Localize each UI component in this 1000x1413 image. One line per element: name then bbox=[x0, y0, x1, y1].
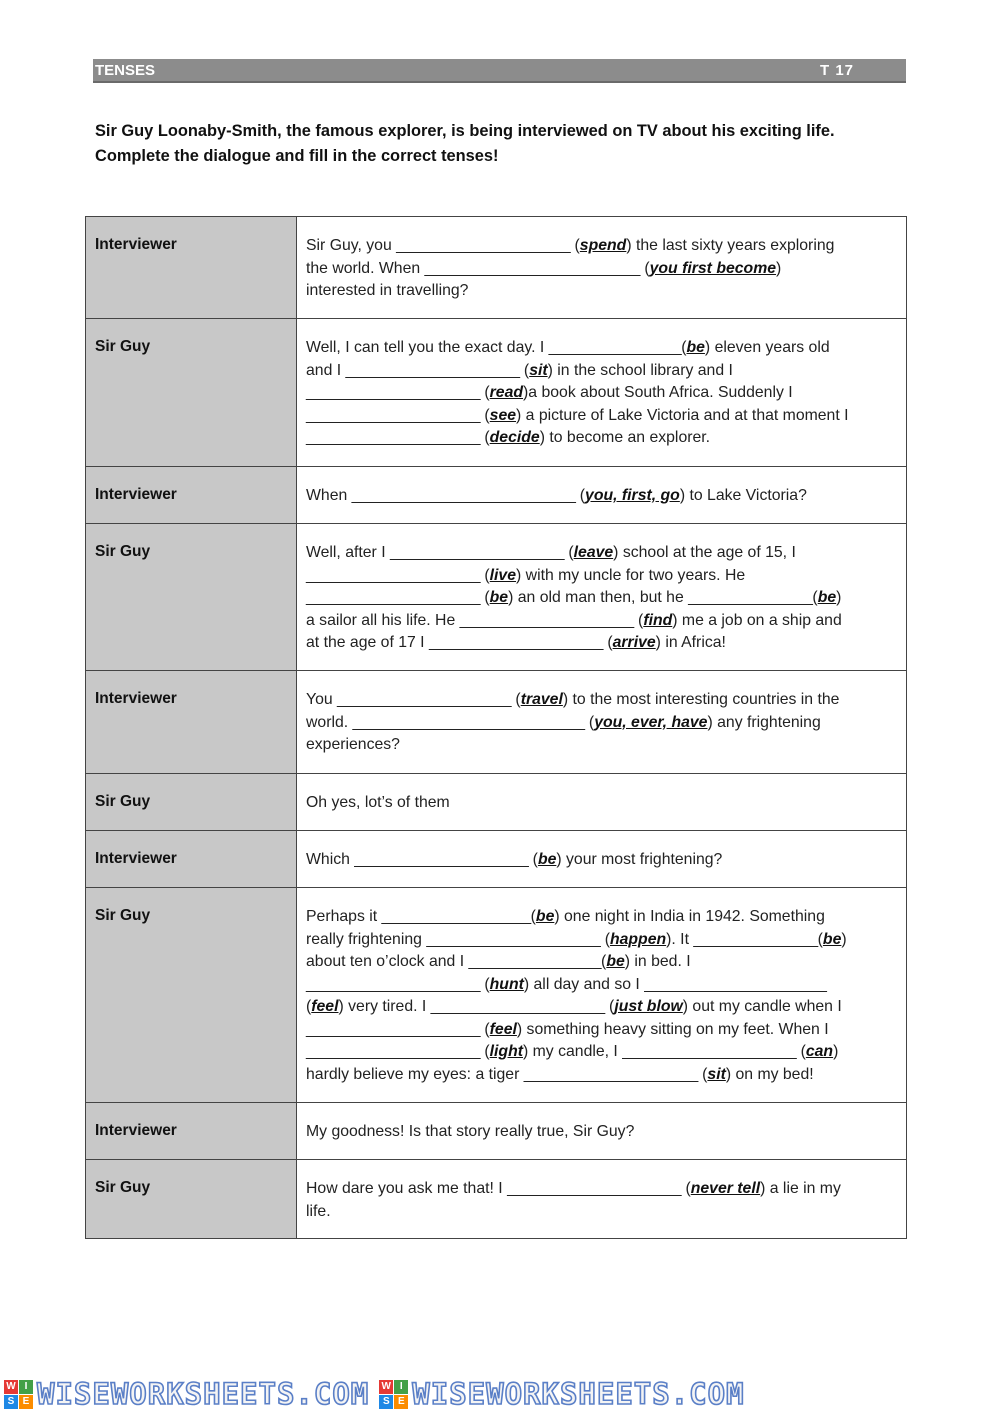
answer-blank[interactable]: _____________________ bbox=[345, 361, 520, 379]
dialogue-row bbox=[86, 774, 907, 831]
dialogue-text: ) any frightening bbox=[707, 713, 821, 731]
dialogue-text-cell bbox=[297, 319, 907, 467]
dialogue-text-cell bbox=[297, 831, 907, 888]
verb-hint: decide bbox=[489, 429, 540, 446]
speaker-cell: Sir Guy bbox=[86, 888, 297, 1103]
dialogue-text: ) a picture of Lake Victoria and at that moment I bbox=[516, 406, 849, 424]
answer-blank[interactable]: ___________________________ bbox=[351, 487, 576, 504]
dialogue-text: ( bbox=[812, 589, 818, 606]
dialogue-text: a sailor all his life. He bbox=[306, 611, 460, 629]
dialogue-text: ( bbox=[697, 1065, 708, 1083]
dialogue-text: ( bbox=[681, 339, 687, 356]
speaker-cell: Interviewer bbox=[86, 467, 297, 524]
dialogue-line bbox=[306, 712, 900, 735]
dialogue-line bbox=[306, 632, 900, 655]
answer-blank[interactable]: _____________________ bbox=[389, 544, 564, 561]
dialogue-text: ( bbox=[633, 611, 644, 629]
answer-blank[interactable]: _____________________ bbox=[306, 1020, 480, 1038]
dialogue-line bbox=[306, 1201, 900, 1224]
speaker-cell: Interviewer bbox=[86, 831, 297, 888]
dialogue-text: the world. When bbox=[306, 259, 425, 277]
dialogue-line bbox=[306, 951, 900, 974]
logo-tile: I bbox=[19, 1380, 33, 1394]
dialogue-text-cell bbox=[297, 1103, 907, 1160]
dialogue-text: about ten o’clock and I bbox=[306, 953, 469, 970]
dialogue-text: ) to Lake Victoria? bbox=[679, 487, 807, 504]
verb-hint: be bbox=[535, 908, 555, 925]
verb-hint: spend bbox=[579, 237, 627, 254]
dialogue-text: ( bbox=[511, 691, 521, 708]
verb-hint: be bbox=[489, 589, 509, 606]
dialogue-text-cell bbox=[297, 524, 907, 671]
verb-hint: sit bbox=[707, 1065, 726, 1083]
dialogue-line bbox=[306, 1019, 900, 1042]
dialogue-line bbox=[306, 1178, 900, 1201]
dialogue-text: ). It bbox=[666, 930, 694, 948]
dialogue-text: ( bbox=[796, 1043, 806, 1060]
dialogue-text: ) to the most interesting countries in the bbox=[562, 691, 840, 708]
dialogue-text: ) with my uncle for two years. He bbox=[516, 566, 746, 584]
dialogue-line bbox=[306, 1121, 900, 1144]
speaker-cell: Sir Guy bbox=[86, 774, 297, 831]
dialogue-line bbox=[306, 235, 900, 258]
instructions bbox=[95, 119, 910, 168]
header-code: T 17 bbox=[820, 62, 855, 79]
dialogue-text: ( bbox=[480, 384, 490, 401]
answer-blank[interactable]: ______________________ bbox=[644, 975, 827, 993]
verb-hint: you, ever, have bbox=[594, 713, 708, 731]
dialogue-text: ( bbox=[584, 713, 595, 731]
watermark-logo bbox=[379, 1380, 408, 1409]
dialogue-line bbox=[306, 485, 900, 508]
dialogue-line bbox=[306, 382, 900, 405]
verb-hint: arrive bbox=[612, 634, 656, 651]
dialogue-text: Which bbox=[306, 851, 355, 868]
verb-hint: leave bbox=[573, 544, 614, 561]
dialogue-text: ) the last sixty years exploring bbox=[626, 237, 835, 254]
verb-hint: be bbox=[606, 953, 625, 970]
dialogue-row bbox=[86, 217, 907, 319]
dialogue-line bbox=[306, 1041, 900, 1064]
answer-blank[interactable]: _____________________ bbox=[306, 384, 480, 401]
answer-blank[interactable]: _____________________ bbox=[523, 1065, 698, 1083]
verb-hint: read bbox=[489, 384, 524, 401]
dialogue-text: ( bbox=[480, 589, 490, 606]
dialogue-text: When bbox=[306, 487, 352, 504]
watermark-logo bbox=[4, 1380, 33, 1409]
dialogue-line bbox=[306, 280, 900, 303]
header-title: TENSES bbox=[95, 62, 156, 79]
verb-hint: sit bbox=[529, 361, 548, 379]
watermark-text: WISEWORKSHEETS.COM bbox=[412, 1377, 745, 1411]
dialogue-text: ( bbox=[601, 953, 607, 970]
verb-hint: never tell bbox=[690, 1180, 761, 1197]
dialogue-text: ( bbox=[530, 908, 536, 925]
verb-hint: light bbox=[489, 1043, 523, 1060]
verb-hint: be bbox=[822, 930, 842, 948]
answer-blank[interactable]: _______________ bbox=[688, 589, 813, 606]
dialogue-text-cell bbox=[297, 774, 907, 831]
watermark-text: WISEWORKSHEETS.COM bbox=[37, 1377, 370, 1411]
header-bar bbox=[93, 59, 906, 83]
verb-hint: be bbox=[817, 589, 837, 606]
dialogue-row bbox=[86, 467, 907, 524]
dialogue-text: ) in Africa! bbox=[655, 634, 726, 651]
dialogue-text: ) in bed. I bbox=[624, 953, 691, 970]
dialogue-text: ) in the school library and I bbox=[547, 361, 733, 379]
verb-hint: be bbox=[686, 339, 705, 356]
dialogue-line bbox=[306, 405, 900, 428]
dialogue-text: Perhaps it bbox=[306, 908, 382, 925]
dialogue-text-cell bbox=[297, 217, 907, 319]
dialogue-line bbox=[306, 587, 900, 610]
logo-tile: S bbox=[4, 1395, 18, 1409]
dialogue-line bbox=[306, 849, 900, 872]
answer-blank[interactable]: _____________________ bbox=[306, 566, 480, 584]
dialogue-line bbox=[306, 929, 900, 952]
dialogue-line bbox=[306, 427, 900, 450]
dialogue-text: ) school at the age of 15, I bbox=[613, 544, 796, 561]
answer-blank[interactable]: _______________ bbox=[693, 930, 818, 948]
dialogue-text-cell bbox=[297, 1160, 907, 1239]
dialogue-line bbox=[306, 689, 900, 712]
dialogue-text: ) one night in India in 1942. Something bbox=[554, 908, 825, 925]
dialogue-text: ( bbox=[528, 851, 538, 868]
speaker-cell: Interviewer bbox=[86, 1103, 297, 1160]
dialogue-text: Sir Guy, you bbox=[306, 237, 397, 254]
dialogue-text: ( bbox=[480, 406, 490, 424]
speaker-cell: Sir Guy bbox=[86, 524, 297, 671]
dialogue-row bbox=[86, 319, 907, 467]
dialogue-line bbox=[306, 258, 900, 281]
dialogue-text: ( bbox=[519, 361, 530, 379]
dialogue-row bbox=[86, 1160, 907, 1239]
dialogue-text: ( bbox=[480, 566, 490, 584]
dialogue-text: ) bbox=[836, 589, 842, 606]
dialogue-line bbox=[306, 565, 900, 588]
dialogue-text: ) all day and so I bbox=[523, 975, 645, 993]
dialogue-text: and I bbox=[306, 361, 346, 379]
dialogue-text: really frightening bbox=[306, 930, 427, 948]
answer-blank[interactable]: ________________ bbox=[468, 953, 602, 970]
dialogue-text: ( bbox=[570, 237, 580, 254]
dialogue-text: How dare you ask me that! I bbox=[306, 1180, 508, 1197]
dialogue-line bbox=[306, 906, 900, 929]
answer-blank[interactable]: _____________________ bbox=[459, 611, 634, 629]
dialogue-text: ( bbox=[600, 930, 610, 948]
verb-hint: travel bbox=[520, 691, 563, 708]
dialogue-line bbox=[306, 996, 900, 1019]
dialogue-row bbox=[86, 831, 907, 888]
answer-blank[interactable]: _____________________ bbox=[306, 589, 480, 606]
speaker-cell: Interviewer bbox=[86, 217, 297, 319]
dialogue-text: ) bbox=[841, 930, 847, 948]
answer-blank[interactable]: _____________________ bbox=[354, 851, 529, 868]
dialogue-text: )a book about South Africa. Suddenly I bbox=[523, 384, 793, 401]
verb-hint: you, first, go bbox=[585, 487, 680, 504]
dialogue-text: ( bbox=[604, 998, 615, 1015]
verb-hint: hunt bbox=[489, 975, 524, 993]
answer-blank[interactable]: _____________________ bbox=[426, 930, 601, 948]
dialogue-row bbox=[86, 671, 907, 774]
dialogue-line bbox=[306, 792, 900, 815]
dialogue-text: at the age of 17 I bbox=[306, 634, 429, 651]
answer-blank[interactable]: _____________________ bbox=[622, 1043, 797, 1060]
dialogue-row bbox=[86, 888, 907, 1103]
answer-blank[interactable]: __________________________ bbox=[424, 259, 640, 277]
logo-tile: I bbox=[394, 1380, 408, 1394]
speaker-cell: Sir Guy bbox=[86, 1160, 297, 1239]
dialogue-text: experiences? bbox=[306, 736, 400, 753]
answer-blank[interactable]: _____________________ bbox=[507, 1180, 682, 1197]
answer-blank[interactable]: _____________________ bbox=[428, 634, 603, 651]
instruction-line: Complete the dialogue and fill in the correct tenses! bbox=[95, 146, 499, 165]
dialogue-text: ) on my bed! bbox=[725, 1065, 814, 1083]
dialogue-text: ) bbox=[776, 259, 782, 277]
dialogue-text: ( bbox=[306, 998, 312, 1015]
dialogue-text: ( bbox=[480, 1020, 490, 1038]
dialogue-text: ( bbox=[681, 1180, 691, 1197]
answer-blank[interactable]: _____________________ bbox=[306, 1043, 480, 1060]
verb-hint: find bbox=[643, 611, 673, 629]
dialogue-text: interested in travelling? bbox=[306, 282, 469, 299]
answer-blank[interactable]: _____________________ bbox=[337, 691, 512, 708]
dialogue-text: Oh yes, lot’s of them bbox=[306, 794, 450, 811]
dialogue-text: Well, I can tell you the exact day. I bbox=[306, 339, 549, 356]
dialogue-text: You bbox=[306, 691, 338, 708]
answer-blank[interactable]: _____________________ bbox=[430, 998, 605, 1015]
answer-blank[interactable]: _____________________ bbox=[306, 406, 480, 424]
verb-hint: feel bbox=[311, 998, 339, 1015]
dialogue-text: ( bbox=[480, 1043, 490, 1060]
dialogue-text: ( bbox=[575, 487, 586, 504]
dialogue-text: ) something heavy sitting on my feet. When I bbox=[516, 1020, 829, 1038]
verb-hint: can bbox=[805, 1043, 834, 1060]
speaker-cell: Interviewer bbox=[86, 671, 297, 774]
verb-hint: feel bbox=[489, 1020, 517, 1038]
verb-hint: just blow bbox=[614, 998, 683, 1015]
dialogue-text: ) a lie in my bbox=[760, 1180, 841, 1197]
dialogue-text: ) my candle, I bbox=[523, 1043, 623, 1060]
dialogue-text: ( bbox=[639, 259, 650, 277]
dialogue-text: ( bbox=[480, 429, 490, 446]
dialogue-row bbox=[86, 1103, 907, 1160]
dialogue-text-cell bbox=[297, 467, 907, 524]
logo-tile: E bbox=[19, 1395, 33, 1409]
dialogue-text: ) me a job on a ship and bbox=[672, 611, 842, 629]
answer-blank[interactable]: _____________________ bbox=[396, 237, 571, 254]
dialogue-text: ) your most frightening? bbox=[556, 851, 723, 868]
watermark-brand bbox=[0, 1377, 369, 1411]
verb-hint: live bbox=[489, 566, 517, 584]
dialogue-text: ) an old man then, but he bbox=[508, 589, 689, 606]
logo-tile: W bbox=[379, 1380, 393, 1394]
dialogue-text: ) eleven years old bbox=[704, 339, 830, 356]
answer-blank[interactable]: _____________________ bbox=[306, 429, 480, 446]
dialogue-text: world. bbox=[306, 713, 353, 731]
logo-tile: S bbox=[379, 1395, 393, 1409]
footer-watermark bbox=[0, 1376, 1000, 1412]
dialogue-text: ) to become an explorer. bbox=[539, 429, 711, 446]
speaker-cell: Sir Guy bbox=[86, 319, 297, 467]
dialogue-text: ) bbox=[833, 1043, 839, 1060]
dialogue-text: ( bbox=[602, 634, 613, 651]
dialogue-line bbox=[306, 337, 900, 360]
dialogue-line bbox=[306, 1064, 900, 1087]
dialogue-text-cell bbox=[297, 671, 907, 774]
dialogue-text: ( bbox=[480, 975, 490, 993]
logo-tile: E bbox=[394, 1395, 408, 1409]
dialogue-table bbox=[85, 216, 907, 1239]
dialogue-text: hardly believe my eyes: a tiger bbox=[306, 1065, 524, 1083]
dialogue-text: Well, after I bbox=[306, 544, 390, 561]
dialogue-text-cell bbox=[297, 888, 907, 1103]
dialogue-text: ) out my candle when I bbox=[682, 998, 842, 1015]
dialogue-line bbox=[306, 542, 900, 565]
answer-blank[interactable]: __________________ bbox=[381, 908, 531, 925]
dialogue-text: ) very tired. I bbox=[338, 998, 431, 1015]
dialogue-line bbox=[306, 734, 900, 757]
verb-hint: be bbox=[537, 851, 557, 868]
watermark-brand bbox=[375, 1377, 744, 1411]
logo-tile: W bbox=[4, 1380, 18, 1394]
dialogue-text: ( bbox=[817, 930, 823, 948]
dialogue-text: life. bbox=[306, 1202, 331, 1220]
dialogue-text: My goodness! Is that story really true, Sir Guy? bbox=[306, 1123, 635, 1140]
answer-blank[interactable]: ____________________________ bbox=[352, 713, 585, 731]
verb-hint: you first become bbox=[649, 259, 777, 277]
verb-hint: happen bbox=[609, 930, 667, 948]
dialogue-line bbox=[306, 974, 900, 997]
verb-hint: see bbox=[489, 406, 517, 424]
dialogue-line bbox=[306, 360, 900, 383]
instruction-line: Sir Guy Loonaby-Smith, the famous explorer, is being interviewed on TV about his exciting life. bbox=[95, 122, 835, 140]
dialogue-line bbox=[306, 610, 900, 633]
answer-blank[interactable]: ________________ bbox=[548, 339, 682, 356]
answer-blank[interactable]: _____________________ bbox=[306, 975, 480, 993]
dialogue-text: ( bbox=[563, 544, 574, 561]
dialogue-row bbox=[86, 524, 907, 671]
